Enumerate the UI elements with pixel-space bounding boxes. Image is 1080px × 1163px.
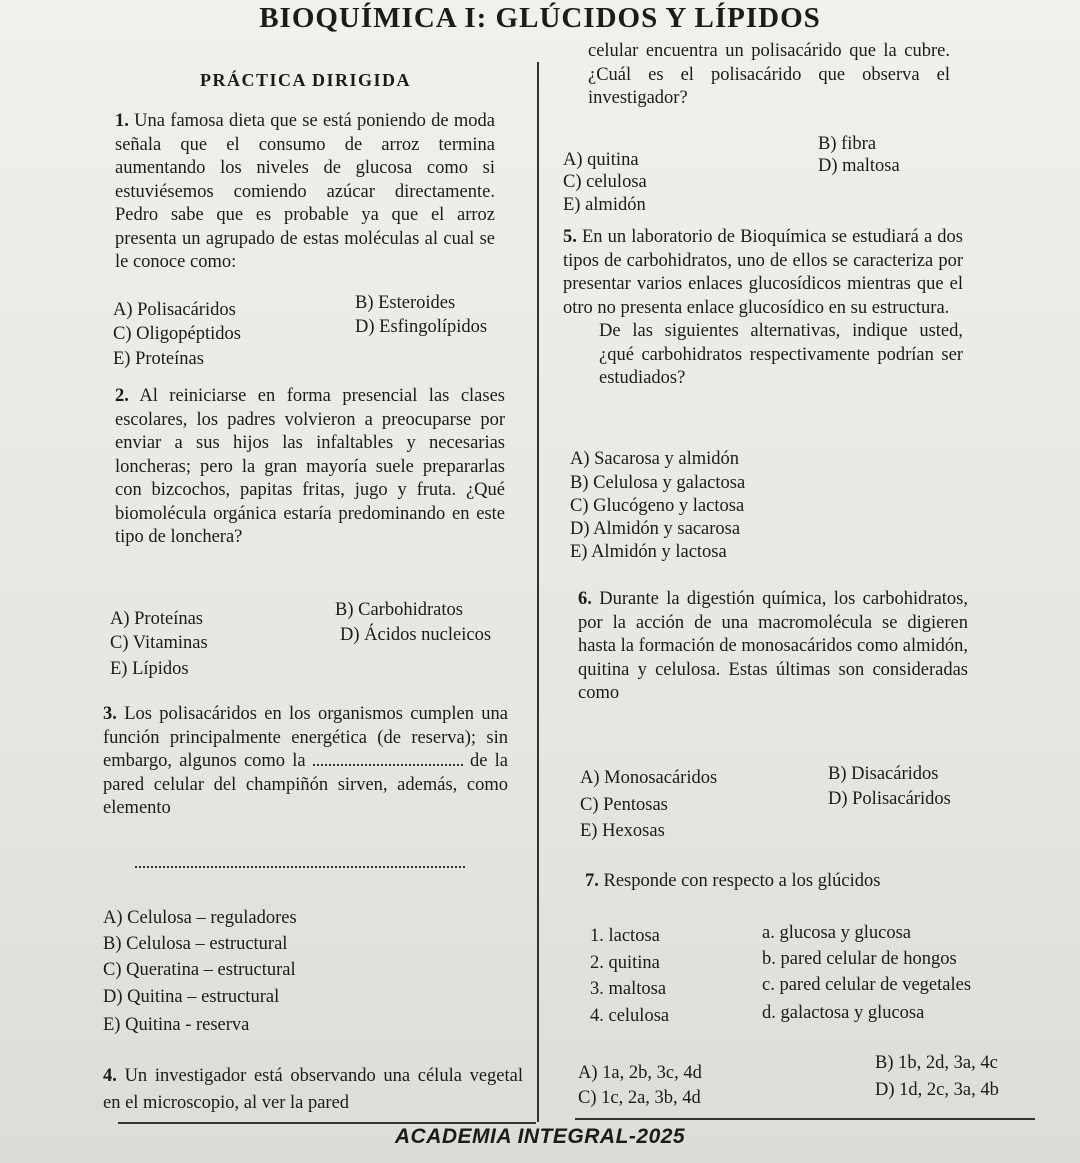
q6-option-d[interactable]: D) Polisacáridos [828, 789, 951, 809]
q1-option-e[interactable]: E) Proteínas [113, 349, 204, 369]
question-3-text-c: elemento [103, 798, 171, 818]
q7-option-d[interactable]: D) 1d, 2c, 3a, 4b [875, 1080, 999, 1100]
question-3 [103, 703, 508, 821]
question-6 [578, 588, 968, 706]
q3-blank-2 [135, 866, 465, 868]
question-4-text-right: celular encuentra un polisacárido que la cubre. ¿Cuál es el polisacárido que observa el investigador? [588, 41, 950, 108]
q6-option-c[interactable]: C) Pentosas [580, 795, 668, 815]
q4-option-a[interactable]: A) quitina [563, 150, 639, 170]
q2-option-c[interactable]: C) Vitaminas [110, 633, 208, 653]
question-7-number: 7. [585, 871, 599, 891]
q4-option-e[interactable]: E) almidón [563, 195, 646, 215]
q7-option-c[interactable]: C) 1c, 2a, 3b, 4d [578, 1088, 701, 1108]
q1-option-c[interactable]: C) Oligopéptidos [113, 324, 241, 344]
q4-option-c[interactable]: C) celulosa [563, 172, 647, 192]
question-4-number: 4. [103, 1066, 117, 1086]
q7-left-item-3: 3. maltosa [590, 979, 667, 999]
q3-blank-1 [313, 750, 463, 766]
question-3-text-b: de la pared celular del champiñón sirven, además, como [103, 751, 509, 795]
question-2 [115, 385, 505, 550]
q7-right-item-d: d. galactosa y glucosa [762, 1003, 925, 1023]
q1-option-d[interactable]: D) Esfingolípidos [355, 317, 488, 337]
question-4-text-left: Un investigador está observando una célula vegetal en el microscopio, al ver la pared [103, 1066, 524, 1113]
q3-option-b[interactable]: B) Celulosa – estructural [103, 934, 288, 954]
q2-option-d[interactable]: D) Ácidos nucleicos [340, 625, 492, 645]
q7-right-item-a: a. glucosa y glucosa [762, 923, 911, 943]
question-7 [585, 871, 880, 892]
question-5-text-a: En un laboratorio de Bioquímica se estudiará a dos tipos de carbohidratos, uno de ellos se caracteriza por presentar varios enlaces glucosídicos mientras que el otro no presenta enlace glucosídico en su estructura. [563, 227, 964, 318]
q7-left-item-2: 2. quitina [590, 953, 660, 973]
q6-option-a[interactable]: A) Monosacáridos [580, 768, 718, 788]
question-3-text-a: Los polisacáridos en los organismos cumplen una función principalmente energética (de reserva); sin embargo, algunos como la [103, 704, 509, 771]
question-3-number: 3. [103, 704, 117, 724]
question-1-number: 1. [115, 111, 129, 131]
question-5 [563, 226, 963, 391]
q5-option-e[interactable]: E) Almidón y lactosa [570, 542, 727, 562]
q2-option-a[interactable]: A) Proteínas [110, 609, 203, 629]
q5-option-c[interactable]: C) Glucógeno y lactosa [570, 496, 745, 516]
q2-option-b[interactable]: B) Carbohidratos [335, 600, 463, 620]
question-6-number: 6. [578, 589, 592, 609]
question-5-number: 5. [563, 227, 577, 247]
page-title: BIOQUÍMICA I: GLÚCIDOS Y LÍPIDOS [259, 2, 821, 34]
question-6-text: Durante la digestión química, los carbohidratos, por la acción de una macromolécula se digieren hasta la formación de monosacáridos como almidón, quitina y celulosa. Estas últimas son consideradas como [578, 589, 968, 703]
q5-option-d[interactable]: D) Almidón y sacarosa [570, 519, 741, 539]
q2-option-e[interactable]: E) Lípidos [110, 659, 189, 679]
question-4-left [103, 1063, 523, 1117]
left-bottom-rule [118, 1122, 536, 1124]
q5-option-b[interactable]: B) Celulosa y galactosa [570, 473, 746, 493]
q7-right-item-b: b. pared celular de hongos [762, 949, 957, 969]
q5-option-a[interactable]: A) Sacarosa y almidón [570, 449, 740, 469]
q4-option-d[interactable]: D) maltosa [818, 156, 900, 176]
question-4-right [588, 40, 950, 111]
q6-option-e[interactable]: E) Hexosas [580, 821, 665, 841]
q7-option-a[interactable]: A) 1a, 2b, 3c, 4d [578, 1063, 702, 1083]
question-2-number: 2. [115, 386, 129, 406]
question-7-text: Responde con respecto a los glúcidos [603, 871, 881, 891]
question-1 [115, 110, 495, 275]
question-5-text-b: De las siguientes alternativas, indique usted, ¿qué carbohidratos respectivamente podrían ser estudiados? [599, 321, 963, 388]
question-1-text: Una famosa dieta que se está poniendo de moda señala que el consumo de arroz termina aumentando los niveles de glucosa como si estuviésemos comiendo azúcar directamente. Pedro sabe que es probable ya que el arroz presenta un agrupado de estas moléculas al cual se le conoce como: [115, 111, 495, 272]
q4-option-b[interactable]: B) fibra [818, 134, 877, 154]
q7-right-item-c: c. pared celular de vegetales [762, 975, 972, 995]
q1-option-a[interactable]: A) Polisacáridos [113, 300, 236, 320]
q3-option-a[interactable]: A) Celulosa – reguladores [103, 908, 297, 928]
page-subtitle: PRÁCTICA DIRIGIDA [200, 70, 412, 90]
question-2-text: Al reiniciarse en forma presencial las clases escolares, los padres volvieron a preocuparse por enviar a sus hijos las infaltables y necesarias loncheras; pero la gran mayoría suele prepararlas con bizcochos, papitas fritas, jugo y fruta. ¿Qué biomolécula orgánica estaría predominando en este tipo de lonchera? [115, 386, 505, 547]
q3-option-d[interactable]: D) Quitina – estructural [103, 987, 280, 1007]
footer-academy: ACADEMIA INTEGRAL-2025 [394, 1125, 686, 1148]
q7-left-item-4: 4. celulosa [590, 1006, 670, 1026]
right-bottom-rule [575, 1118, 1035, 1120]
column-divider [537, 62, 539, 1122]
q7-left-item-1: 1. lactosa [590, 926, 660, 946]
q6-option-b[interactable]: B) Disacáridos [828, 764, 939, 784]
q1-option-b[interactable]: B) Esteroides [355, 293, 456, 313]
q7-option-b[interactable]: B) 1b, 2d, 3a, 4c [875, 1053, 998, 1073]
q3-option-c[interactable]: C) Queratina – estructural [103, 960, 296, 980]
q3-option-e[interactable]: E) Quitina - reserva [103, 1015, 250, 1035]
